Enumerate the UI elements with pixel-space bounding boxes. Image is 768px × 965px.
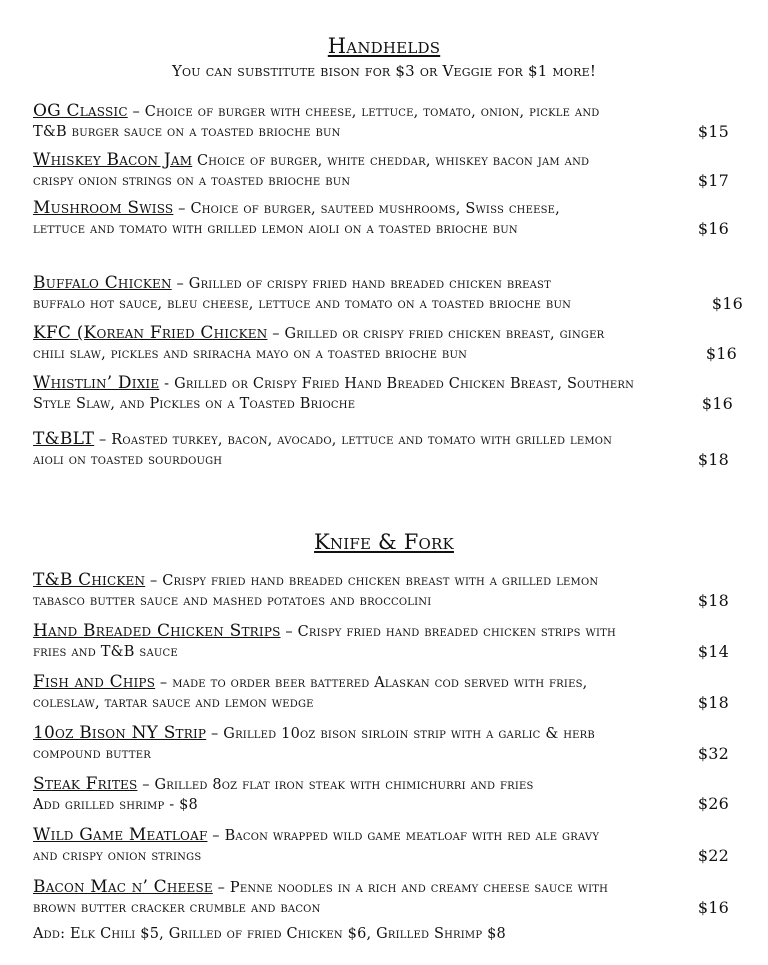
menu-item: T&B Chicken – Crispy fried hand breaded chicken breast with a grilled lemon tabasco butter sauce and mashed potatoes and broccolini $18	[33, 570, 729, 610]
item-description: Grilled or crispy fried chicken breast, ginger	[284, 326, 605, 342]
item-price: $32	[697, 744, 729, 763]
item-name: Whistlin’ Dixie	[33, 373, 160, 393]
menu-item: Fish and Chips – made to order beer battered Alaskan cod served with fries, coleslaw, tartar sauce and lemon wedge $18	[33, 672, 729, 712]
item-description: Choice of burger with cheese, lettuce, tomato, onion, pickle and	[144, 104, 600, 120]
item-name: KFC (Korean Fried Chicken	[33, 323, 268, 343]
item-description: Penne noodles in a rich and creamy cheese sauce with	[229, 880, 609, 896]
menu-item: Bacon Mac n’ Cheese – Penne noodles in a rich and creamy cheese sauce with brown butter cracker crumble and bacon $16	[33, 877, 729, 917]
item-price: $16	[705, 344, 737, 363]
item-name: 10oz Bison NY Strip	[33, 723, 207, 743]
item-name: Mushroom Swiss	[33, 198, 174, 218]
item-price: $17	[697, 171, 729, 190]
item-description-cont: fries and T&B sauce	[33, 644, 178, 660]
item-price: $26	[697, 794, 729, 813]
menu-item	[33, 150, 743, 191]
item-description-cont: chili slaw, pickles and sriracha mayo on a toasted brioche bun	[33, 346, 468, 362]
item-price: $16	[697, 219, 729, 238]
item-price: $16	[701, 394, 733, 413]
item-description-cont: compound butter	[33, 746, 151, 762]
item-name: Buffalo Chicken	[33, 273, 172, 293]
item-addon: Add grilled shrimp - $8	[33, 797, 198, 813]
item-description-cont: lettuce and tomato with grilled lemon aioli on a toasted brioche bun	[33, 221, 518, 237]
item-description-cont: aioli on toasted sourdough	[33, 452, 223, 468]
menu-item: Mushroom Swiss – Choice of burger, sauteed mushrooms, Swiss cheese, lettuce and tomato with grilled lemon aioli on a toasted brioche bun $16	[33, 198, 729, 238]
item-description-cont: buffalo hot sauce, bleu cheese, lettuce and tomato on a toasted brioche bun	[33, 296, 572, 312]
knife-fork-title: Knife & Fork	[314, 530, 454, 554]
item-price: $18	[697, 450, 729, 469]
menu-item: Buffalo Chicken – Grilled of crispy fried hand breaded chicken breast buffalo hot sauce, bleu cheese, lettuce and tomato on a toasted brioche bun $16	[33, 273, 743, 313]
handhelds-substitution-note: You can substitute bison for $3 or Veggie for $1 more!	[171, 62, 597, 80]
item-name: Steak Frites	[33, 774, 138, 794]
item-description: Grilled of crispy fried hand breaded chicken breast	[188, 276, 551, 292]
item-description: Choice of burger, white cheddar, whiskey bacon jam and	[197, 153, 590, 169]
menu-item: OG Classic – Choice of burger with cheese, lettuce, tomato, onion, pickle and T&B burger sauce on a toasted brioche bun $15	[33, 101, 729, 141]
item-price: $18	[697, 591, 729, 610]
item-description: Crispy fried hand breaded chicken strips with	[297, 624, 616, 640]
item-name: Hand Breaded Chicken Strips	[33, 621, 281, 641]
item-price: $22	[697, 846, 729, 865]
menu-item: KFC (Korean Fried Chicken – Grilled or crispy fried chicken breast, ginger chili slaw, pickles and sriracha mayo on a toasted brioche bun $16	[33, 323, 737, 363]
item-description: Bacon wrapped wild game meatloaf with red ale gravy	[224, 828, 600, 844]
item-description-cont: brown butter cracker crumble and bacon	[33, 900, 321, 916]
item-name: T&BLT	[33, 429, 95, 449]
menu-item: T&BLT – Roasted turkey, bacon, avocado, lettuce and tomato with grilled lemon aioli on toasted sourdough $18	[33, 429, 729, 469]
item-description: Roasted turkey, bacon, avocado, lettuce and tomato with grilled lemon	[111, 432, 613, 448]
item-price: $14	[697, 642, 729, 661]
item-name: Fish and Chips	[33, 672, 156, 692]
item-description: Grilled or Crispy Fried Hand Breaded Chicken Breast, Southern	[174, 376, 635, 392]
item-description-cont: Style Slaw, and Pickles on a Toasted Brioche	[33, 396, 356, 412]
item-price: $15	[697, 122, 729, 141]
item-description-cont: and crispy onion strings	[33, 848, 202, 864]
item-description: Choice of burger, sauteed mushrooms, Swiss cheese,	[190, 201, 560, 217]
menu-item: Steak Frites – Grilled 8oz flat iron steak with chimichurri and fries $26 Add grilled shrimp - $8	[33, 774, 729, 813]
menu-item: Hand Breaded Chicken Strips – Crispy fried hand breaded chicken strips with fries and T&B sauce $14	[33, 621, 729, 661]
item-name: Wild Game Meatloaf	[33, 825, 208, 845]
handhelds-title: Handhelds	[327, 34, 441, 58]
item-description-cont: tabasco butter sauce and mashed potatoes and broccolini	[33, 593, 432, 609]
item-description-cont: T&B burger sauce on a toasted brioche bun	[33, 124, 341, 140]
item-name: OG Classic	[33, 101, 128, 121]
item-description-cont: coleslaw, tartar sauce and lemon wedge	[33, 695, 314, 711]
item-name: Whiskey Bacon Jam	[33, 150, 193, 170]
item-name: T&B Chicken	[33, 570, 146, 590]
item-description: Grilled 8oz flat iron steak with chimichurri and fries	[154, 777, 534, 793]
addons-note: Add: Elk Chili $5, Grilled of fried Chicken $6, Grilled Shrimp $8	[33, 926, 506, 942]
menu-item: 10oz Bison NY Strip – Grilled 10oz bison sirloin strip with a garlic & herb compound butter $32	[33, 723, 729, 763]
item-name: Bacon Mac n’ Cheese	[33, 877, 213, 897]
item-description: made to order beer battered Alaskan cod served with fries,	[172, 675, 588, 691]
item-price: $16	[697, 898, 729, 917]
item-description: Grilled 10oz bison sirloin strip with a garlic & herb	[223, 726, 595, 742]
item-description-cont: crispy onion strings on a toasted brioche bun	[33, 173, 351, 189]
menu-item: Wild Game Meatloaf – Bacon wrapped wild game meatloaf with red ale gravy and crispy onion strings $22	[33, 825, 729, 865]
item-price: $16	[711, 294, 743, 313]
menu-item: Whistlin’ Dixie - Grilled or Crispy Fried Hand Breaded Chicken Breast, Southern Style Slaw, and Pickles on a Toasted Brioche $16	[33, 373, 733, 413]
item-description: Crispy fried hand breaded chicken breast with a grilled lemon	[162, 573, 599, 589]
item-price: $18	[697, 693, 729, 712]
